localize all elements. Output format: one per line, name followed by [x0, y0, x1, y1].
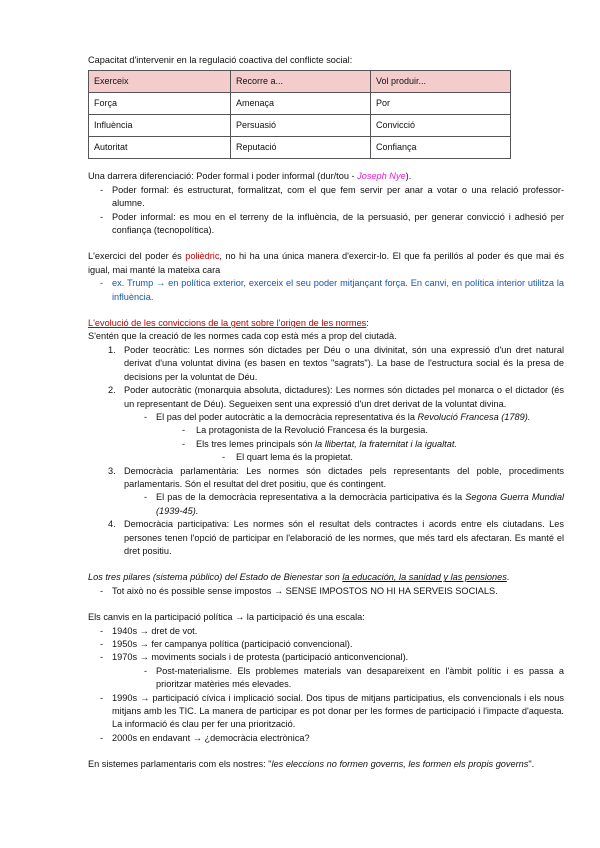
table-cell: Persuasió	[231, 115, 371, 137]
list-item: - ex. Trump → en política exterior, exerceix el seu poder mitjançant força. En canvi, en política interior utilitza la influència.	[88, 277, 564, 304]
table-header-cell: Exerceix	[89, 71, 231, 93]
differentiation-list	[88, 184, 564, 238]
sub-list	[88, 491, 564, 518]
closing-paragraph: En sistemes parlamentaris com els nostres: "les eleccions no formen governs, les formen els propis governs".	[88, 759, 535, 770]
differentiation-lead: Una darrera diferenciació: Poder formal i poder informal (dur/tou - Joseph Nye).	[88, 171, 412, 182]
table-cell: Autoritat	[89, 137, 231, 159]
power-paragraph: L'exercici del poder és polièdric, no hi ha una única manera d'exercir-lo. El que fa perillós al poder és que mai és igual, mai manté la mateixa cara	[88, 251, 564, 275]
document-page	[88, 54, 564, 772]
list-item: - La protagonista de la Revolució Francesa és la burgesia.	[88, 424, 564, 437]
scale-list	[88, 625, 564, 746]
table-cell: Força	[89, 93, 231, 115]
scale-lead: Els canvis en la participació política → la participació és una escala:	[88, 612, 365, 623]
welfare-paragraph: Los tres pilares (sistema público) del Estado de Bienestar son la educación, la sanidad y las pensiones.	[88, 572, 510, 583]
table-cell: Convicció	[371, 115, 511, 137]
numbered-item: 2. Poder autocràtic (monarquia absoluta, dictadures): Les normes són dictades pel monarca o el dictador (és un representant de Déu). Segueixen sent una expressió d'un dret derivat de la voluntat divina.	[108, 385, 564, 409]
table-cell: Por	[371, 93, 511, 115]
numbered-item: 4. Democràcia participativa: Les normes són el resultat dels contractes i acords entre els ciutadans. Les persones tenen l'opció de participar en l'elaboració de les normes, que més tard els afectaran. Es manté el dret positiu.	[108, 519, 564, 556]
welfare-list	[88, 585, 564, 598]
evolution-subtitle: S'entén que la creació de les normes cada cop està més a prop del ciutadà.	[88, 331, 397, 342]
table-row	[89, 137, 511, 159]
table-row	[89, 115, 511, 137]
list-item: - Post-materialisme. Els problemes materials van desapareixent en l'àmbit polític i es passa a prioritzar matèries més elevades.	[88, 665, 564, 692]
list-item: - Poder formal: és estructurat, formalitzat, com el que fem servir per anar a votar o una relació professor-alumne.	[88, 184, 564, 211]
list-item: - 1990s → participació cívica i implicació social. Dos tipus de mitjans participatius, els convencionals i els nous mitjans amb les TIC. La manera de participar es pot donar per les formes de participació i l'impacte d'aquesta. La informació és clau per fer una priorització.	[88, 692, 564, 732]
power-example-list	[88, 277, 564, 304]
intro-text: Capacitat d'intervenir en la regulació coactiva del conflicte social:	[88, 55, 353, 65]
numbered-item: 3. Democràcia parlamentària: Les normes són dictades pels representants del poble, procediments parlamentaris. Són el resultat del dret positiu, que és contingent.	[108, 465, 564, 489]
power-table	[88, 70, 511, 159]
list-item: - 1970s → moviments socials i de protesta (participació anticonvencional).	[88, 651, 564, 664]
table-cell: Reputació	[231, 137, 371, 159]
table-header-cell: Vol produir...	[371, 71, 511, 93]
table-row	[89, 93, 511, 115]
table-cell: Confiança	[371, 137, 511, 159]
sub-list	[88, 411, 564, 465]
welfare-pillars: la educación, la sanidad y las pensiones	[342, 572, 507, 583]
table-header-row	[89, 71, 511, 93]
list-item: - Els tres lemes principals són la llibertat, la fraternitat i la igualtat.	[88, 438, 564, 451]
list-item: - El pas del poder autocràtic a la democràcia representativa és la Revolució Francesa (1789).	[88, 411, 564, 424]
key-term: polièdric	[185, 251, 220, 262]
list-item: - 1940s → dret de vot.	[88, 625, 564, 638]
list-item: - Poder informal: es mou en el terreny de la influència, de la persuasió, per generar convicció i adhesió per confiança (tecnopolítica).	[88, 211, 564, 238]
list-item: - 2000s en endavant → ¿democràcia electrònica?	[88, 732, 564, 745]
author-name: Joseph Nye	[357, 171, 406, 182]
list-item: - 1950s → fer campanya política (participació convencional).	[88, 638, 564, 651]
table-header-cell: Recorre a...	[231, 71, 371, 93]
numbered-item: 1. Poder teocràtic: Les normes són dictades per Déu o una divinitat, són una expressió d'un dret natural derivat d'una voluntat divina (es basen en textos "sagrats"). La base de l'estructura social és la presa de decisions per la voluntat de Déu.	[108, 344, 564, 382]
list-item: - Tot això no és possible sense impostos → SENSE IMPOSTOS NO HI HA SERVEIS SOCIALS.	[88, 585, 564, 598]
list-item: - El quart lema és la propietat.	[88, 451, 564, 464]
list-item: - El pas de la democràcia representativa a la democràcia participativa és la Segona Guerra Mundial (1939-45).	[88, 491, 564, 518]
table-cell: Influència	[89, 115, 231, 137]
evolution-heading: L'evolució de les conviccions de la gent sobre l'origen de les normes:	[88, 318, 369, 329]
table-cell: Amenaça	[231, 93, 371, 115]
